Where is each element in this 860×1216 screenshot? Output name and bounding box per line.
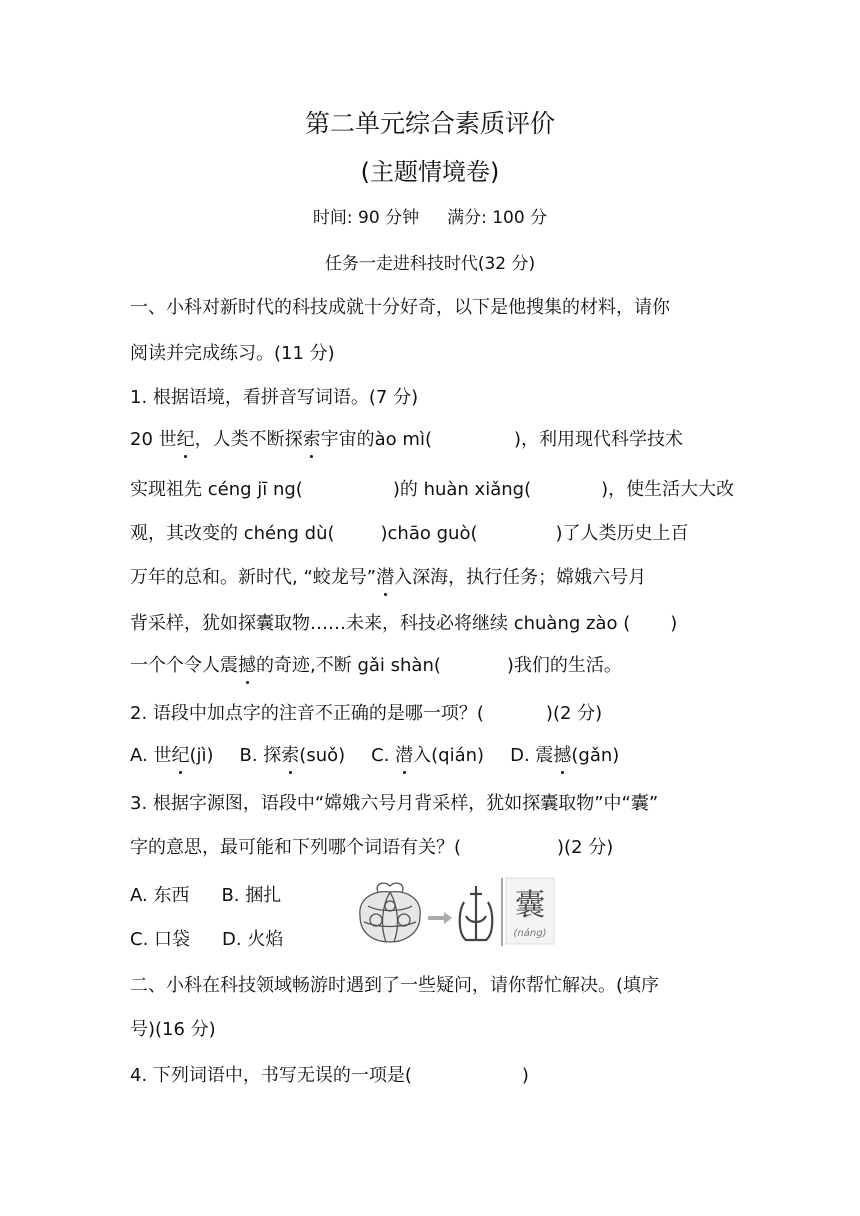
task-heading: 任务一走进科技时代(32 分) [324, 254, 536, 274]
q3-question-line1: 3. 根据字源图，语段中“嫦娥六号月背采样，犹如探囊取物”中“囊” [130, 793, 659, 814]
option-b[interactable]: B. 捆扎 [221, 885, 282, 906]
exam-time: 时间: 90 分钟 [312, 208, 420, 228]
section2-heading-line1: 二、小科在科技领域畅游时遇到了一些疑问，请你帮忙解决。(填序 [130, 975, 660, 996]
dotted-char: 纪 [176, 429, 195, 450]
q3-options-row2 [130, 928, 283, 952]
option-c[interactable]: C. 口袋 [130, 929, 191, 950]
q1-passage-line6: 一个个令人震撼的奇迹,不断 gǎi shàn( )我们的生活。 [130, 655, 622, 676]
q1-passage-line1: 20 世纪，人类不断探索宇宙的ào mì( )，利用现代科学技术 [130, 429, 683, 450]
option-c[interactable]: C. 潜入(qián) [371, 745, 485, 766]
option-d[interactable]: D. 火焰 [222, 929, 284, 950]
q1-passage-line2: 实现祖先 céng jī ng( )的 huàn xiǎng( )，使生活大大改 [130, 479, 735, 500]
exam-score: 满分: 100 分 [447, 208, 548, 228]
section1-heading-line1: 一、小科对新时代的科技成就十分好奇，以下是他搜集的材料，请你 [130, 297, 670, 318]
page-subtitle: (主题情境卷) [360, 158, 500, 186]
exam-info [0, 206, 860, 230]
q2-options [130, 744, 619, 768]
character-origin-figure [352, 876, 558, 948]
q2-question: 2. 语段中加点字的注音不正确的是哪一项？( )(2 分) [130, 703, 603, 724]
q3-question-line2: 字的意思，最可能和下列哪个词语有关？( )(2 分) [130, 837, 614, 858]
option-d[interactable]: D. 震撼(gǎn) [510, 745, 620, 766]
page-title: 第二单元综合素质评价 [304, 109, 555, 138]
q1-passage-line3: 观，其改变的 chéng dù( )chāo guò( )了人类历史上百 [130, 523, 689, 544]
q1-label: 1. 根据语境，看拼音写词语。(7 分) [130, 387, 419, 408]
section2-heading-line2: 号)(16 分) [130, 1019, 216, 1040]
q1-passage-line5: 背采样，犹如探囊取物……未来，科技必将继续 chuàng zào ( ) [130, 613, 678, 634]
section1-heading-line2: 阅读并完成练习。(11 分) [130, 343, 335, 364]
dotted-char: 撼 [238, 655, 256, 676]
figure-character: 囊 [515, 888, 545, 923]
dotted-char: 潜 [376, 567, 395, 588]
q4-question: 4. 下列词语中，书写无误的一项是( ) [130, 1065, 529, 1086]
q1-passage-line4: 万年的总和。新时代, “蛟龙号”潜入深海，执行任务；嫦娥六号月 [130, 567, 647, 588]
option-a[interactable]: A. 世纪(jì) [130, 745, 214, 766]
option-b[interactable]: B. 探索(suǒ) [239, 745, 346, 766]
q3-options-row1 [130, 884, 281, 908]
figure-pinyin: (náng) [513, 928, 547, 939]
dotted-char: 索 [302, 429, 321, 450]
option-a[interactable]: A. 东西 [130, 885, 190, 906]
